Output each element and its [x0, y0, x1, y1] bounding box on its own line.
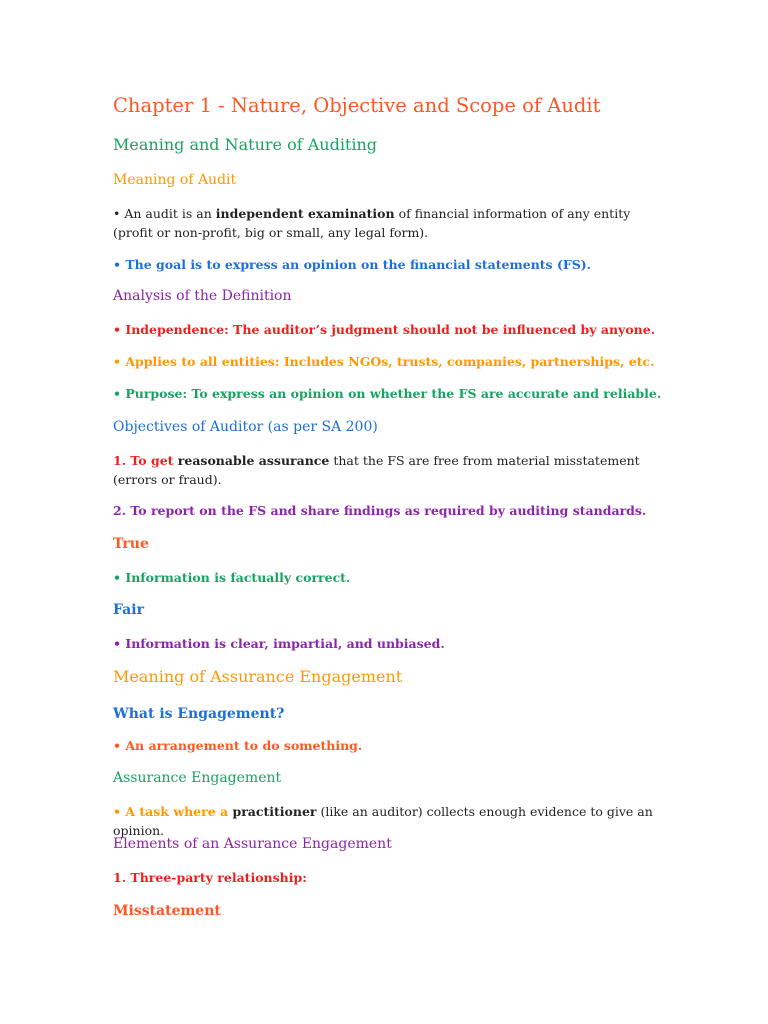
objective-item-2: 2. To report on the FS and share findings as required by auditing standards. — [113, 503, 647, 518]
subheading-true: True — [113, 536, 149, 552]
objective-1-lead: 1. To get — [113, 453, 178, 468]
definition-rest: of financial information of any entity (profit or non-profit, big or small, any legal form). — [113, 206, 631, 240]
definition-strong: independent examination — [215, 206, 395, 221]
objective-1-strong: reasonable assurance — [177, 453, 330, 468]
subheading-fair: Fair — [113, 602, 144, 618]
objective-1-rest: that the FS are free from material misstatement (errors or fraud). — [113, 453, 640, 487]
elements-item-1: 1. Three-party relationship: — [113, 870, 307, 885]
section-heading-meaning-nature: Meaning and Nature of Auditing — [113, 135, 378, 154]
analysis-item-purpose: • Purpose: To express an opinion on whether the FS are accurate and reliable. — [113, 386, 662, 401]
subheading-analysis: Analysis of the Definition — [113, 288, 292, 304]
subheading-elements: Elements of an Assurance Engagement — [113, 836, 392, 852]
chapter-title: Chapter 1 - Nature, Objective and Scope of Audit — [113, 94, 601, 117]
definition-lead: • An audit is an — [113, 206, 216, 221]
subheading-what-is-engagement: What is Engagement? — [113, 706, 285, 722]
subheading-objectives: Objectives of Auditor (as per SA 200) — [113, 419, 378, 435]
true-item: • Information is factually correct. — [113, 570, 351, 585]
fair-item: • Information is clear, impartial, and unbiased. — [113, 636, 445, 651]
what-is-engagement-item: • An arrangement to do something. — [113, 738, 363, 753]
subheading-meaning-of-audit: Meaning of Audit — [113, 172, 237, 188]
subheading-misstatement: Misstatement — [113, 903, 221, 919]
assurance-rest: (like an auditor) collects enough evidence to give an opinion. — [113, 804, 653, 838]
paragraph-audit-definition — [113, 204, 673, 242]
subheading-assurance-engagement: Assurance Engagement — [113, 770, 282, 786]
analysis-item-applies: • Applies to all entities: Includes NGOs, trusts, companies, partnerships, etc. — [113, 354, 655, 369]
assurance-lead: • A task where a — [113, 804, 233, 819]
objective-item-1 — [113, 451, 673, 489]
paragraph-goal: • The goal is to express an opinion on the financial statements (FS). — [113, 257, 592, 272]
assurance-strong: practitioner — [232, 804, 317, 819]
section-heading-assurance-engagement: Meaning of Assurance Engagement — [113, 667, 403, 686]
analysis-item-independence: • Independence: The auditor’s judgment should not be influenced by anyone. — [113, 322, 656, 337]
